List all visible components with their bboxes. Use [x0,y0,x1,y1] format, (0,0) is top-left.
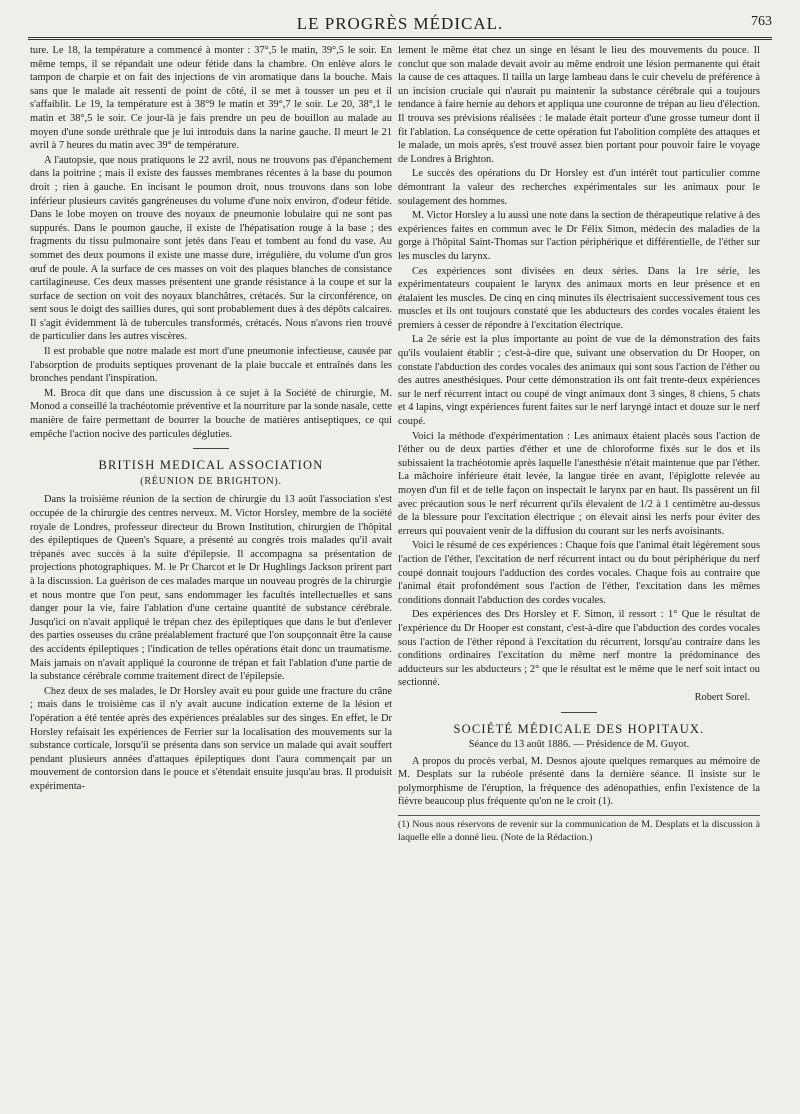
paragraph: Dans la troisième réunion de la section de chirurgie du 13 août l'association s'est occupée de la chirurgie des centres nerveux. M. Victor Horsley, membre de la société royale de Londres, professeur directeur du Brown Institution, chirurgien de l'hôpital des épileptiques de Queen's Square, a présenté au congrès trois malades qu'il avait trépanés avec succès à la suite d'épilepsie. Il accompagna sa présentation de projections photographiques. M. le Pr Charcot et le Dr Hughlings Jackson prirent part à la discussion. La guérison de ces malades marque un nouveau progrès de la chirurgie et nous montre que l'on peut, sans endommager les facultés intellectuelles et sans danger pour la vie, faire l'ablation d'une certaine quantité de substance cérébrale. Jusqu'ici on n'avait appliqué le trépan chez des épileptiques que dans le but d'enlever des parties osseuses du crâne préalablement fracturé que l'on soupçonnait être la cause des accidents épileptiques ; l'indication de telles opérations était donc un traumatisme. Mais jamais on n'avait appliqué la couronne de trépan et fait l'ablation d'une partie de la substance cérébrale comme traitement direct de l'épilepsie. [30,494,392,683]
paragraph: A propos du procès verbal, M. Desnos ajoute quelques remarques au mémoire de M. Desplats sur la rubéole présenté dans la dernière séance. Il insiste sur le polymorphisme de l'éruption, la fréquence des adénopathies, enfin l'existence de la fièvre beaucoup plus fréquente qu'on ne le croit (1). [398,755,760,808]
paragraph: lement le même état chez un singe en lésant le lieu des mouvements du pouce. Il conclut que son malade devait avoir au même endroit une lésion permanente qui était la cause de ces attaques. Il tailla un large lambeau dans le cuir chevelu de préférence à un incision cruciale qui n'aurait pu maintenir la substance cérébrale qui a toujours tendance à faire hernie au dehors et appliqua une couronne de trépan au lieu d'élection. Il trouva ses prévisions réalisées : le malade était porteur d'une grosse tumeur dont il fit l'ablation. La conséquence de cette opération fut l'abolition complète des attaques et le malade, un mois après, s'est trouvé assez bien portant pour pouvoir faire le voyage de Londres à Brighton. [398,45,760,165]
section-divider [561,712,597,713]
right-column [398,44,760,844]
section-title: SOCIÉTÉ MÉDICALE DES HOPITAUX. [453,721,705,736]
session-line: Séance du 13 août 1886. — Présidence de M. Guyot. [468,739,690,751]
paragraph: ture. Le 18, la température a commencé à monter : 37°,5 le matin, 39°,5 le soir. En même temps, il se répandait une odeur fétide dans la chambre. On enlève alors le tampon de charpie et on fait des injections de vin aromatique dans la bouche. Mais sans que le malade ait ressenti de point de côté, il se met à tousser un peu et il s'affaiblit. Le 19, la température est à 38°9 le matin et 39°,7 le soir. Le 20, 38°,1 le matin et 38°,5 le soir. Ce jour-là je fais prendre un peu de bouillon au malade au moyen d'une sonde uréthrale que je lui introduis dans la narine gauche. Il meurt le 21 avril à 7 heures du matin avec 39° de température. [30,45,392,152]
page-number: 763 [751,14,772,29]
paragraph: Des expériences des Drs Horsley et F. Simon, il ressort : 1° Que le résultat de l'expérience du Dr Hooper est constant, c'est-à-dire que l'abduction des cordes vocales sous l'action de l'éther répond à l'excitation du récurrent, lorsqu'au contraire dans les conditions ordinaires l'excitation du même nerf montre la prédominance des adducteurs sur les abducteurs ; 2° que le résultat est le même que le nerf soit intact ou sectionné. [398,609,760,689]
paragraph: M. Victor Horsley a lu aussi une note dans la section de thérapeutique relative à des expériences faites en commun avec le Dr Félix Simon, médecin des maladies de la gorge à l'hôpital Saint-Thomas sur l'action périphérique et différentielle, de l'éther sur les muscles du larynx. [398,210,760,262]
left-column [30,44,392,793]
paragraph: Le succès des opérations du Dr Horsley est d'un intérêt tout particulier comme démontrant la valeur des recherches expérimentales sur les animaux pour le soulagement des hommes. [398,168,760,207]
paragraph: Ces expériences sont divisées en deux séries. Dans la 1re série, les expérimentateurs coupaient le larynx des animaux morts en leur présence et en étalaient les muscles. De cinq en cinq minutes ils électrisaient successivement tous ces muscles et ils ont toujours constaté que les abducteurs des cordes vocales étaient les premiers à cesser de répondre à l'excitation électrique. [398,265,760,331]
footnote-divider [398,815,760,816]
paragraph: M. Broca dit que dans une discussion à ce sujet à la Société de chirurgie, M. Monod a conseillé la trachéotomie préventive et la nourriture par la sonde nasale, cette manière de faire permettant de bourrer la bouche de matières antiseptiques, ce qui empêche l'action nocive des particules dégluties. [30,387,392,440]
journal-title: LE PROGRÈS MÉDICAL. [296,14,504,33]
footnote: (1) Nous nous réservons de revenir sur la communication de M. Desplats et la discussion à laquelle elle a donné lieu. (Note de la Rédaction.) [398,819,760,843]
section-subtitle: (RÉUNION DE BRIGHTON). [140,475,282,487]
page-header [28,6,772,36]
paragraph: A l'autopsie, que nous pratiquons le 22 avril, nous ne trouvons pas d'épanchement dans la poitrine ; mais il existe des fausses membranes récentes à la base du poumon droit ; rien à gauche. En incisant le poumon droit, nous trouvons dans son lobe inférieur plusieurs cavités gangréneuses du volume d'une noix environ, d'odeur fétide. Dans le lobe moyen on trouve des noyaux de pneumonie lobulaire qui ne sont pas suppurés. Dans le poumon gauche, il existe de l'hépatisation rouge à la base ; des fragments du tissu pulmonaire sont jetés dans l'eau et tombent au fond du vase. Au sommet des deux poumons il existe une masse dure, irrégulière, du volume d'un gros œuf de poule. A la surface de ces masses on voit des plaques blanches de consistance cartilagineuse. Ces deux masses présentent une grande résistance à la coupe et sur la surface de section on voit des noyaux blanchâtres, crétacés. Sur la circonférence, on sent sous le doigt des saillies dures, qui sont probablement dues à des dépôts calcaires. Il s'agit évidemment là de tubercules transformés, crétacés. Nous n'avons rien trouvé de particulier dans les autres viscères. [30,154,392,343]
paragraph: La 2e série est la plus importante au point de vue de la démonstration des faits qu'ils voulaient établir ; c'est-à-dire que, suivant une observation du Dr Hooper, on constate l'abduction des cordes vocales des animaux qui sont sous l'action de l'éther ou des autres anesthésiques. Pour cette démonstration ils ont fait trente-deux expériences sur le nerf récurrent intact ou coupé de vingt animaux dont 3 singes, 8 chiens, 5 chats et 4 lapins, vingt expériences furent faites sur le nerf laryngé intact et douze sur le nerf coupé. [398,334,760,428]
section-title: BRITISH MEDICAL ASSOCIATION [98,458,324,473]
header-rule [28,37,772,40]
author-signature: Robert Sorel. [694,691,750,703]
paragraph: Il est probable que notre malade est mort d'une pneumonie infectieuse, causée par l'absorption de produits septiques provenant de la plaie buccale et entraînés dans les bronches pendant l'inspiration. [30,346,392,385]
paragraph: Chez deux de ses malades, le Dr Horsley avait eu pour guide une fracture du crâne ; mais dans le troisième cas il n'y avait aucune indication externe de la lésion et l'opération a été tentée après des expériences préalables sur des singes. En effet, le Dr Horsley refaisait les expériences de Ferrier sur la localisation des mouvements sur la substance corticale, lorsqu'il se présenta dans son service un malade qui avait souffert pendant plusieurs années d'attaques épileptiques dont l'aura commençait par un mouvement de contorsion dans le pouce et s'étendait ensuite jusqu'au bras. Il produisit expérimenta- [30,685,392,792]
paragraph: Voici la méthode d'expérimentation : Les animaux étaient placés sous l'action de l'éther ou de deux parties d'éther et une de chloroforme fixés sur le dos et ils subissaient la trachéotomie après laquelle l'anesthésie n'était maintenue que par l'éther. La mâchoire inférieure était levée, la langue tirée en avant, l'épiglotte relevée au moyen d'un fil et de telle façon on inspectait le larynx par en haut. Ils passèrent un fil avec précaution sous le nerf récurrent qu'ils élevaient de 1/2 à 1 centimètre au-dessus de la blessure pour l'excitation électrique ; on élevait ainsi les nerfs pour éviter des erreurs qui pouvaient venir de la diffusion du courant sur les nerfs avoisinants. [398,430,760,537]
section-divider [193,448,229,449]
paragraph: Voici le résumé de ces expériences : Chaque fois que l'animal était légèrement sous l'action de l'éther, l'excitation de nerf récurrent intact ou du bout périphérique du nerf coupé donnait toujours l'adduction des cordes vocales. Chaque fois au contraire que l'animal était profondément sous l'action de l'éther, l'excitation dans les mêmes conditions donnait l'abduction des cordes vocales. [398,540,760,606]
